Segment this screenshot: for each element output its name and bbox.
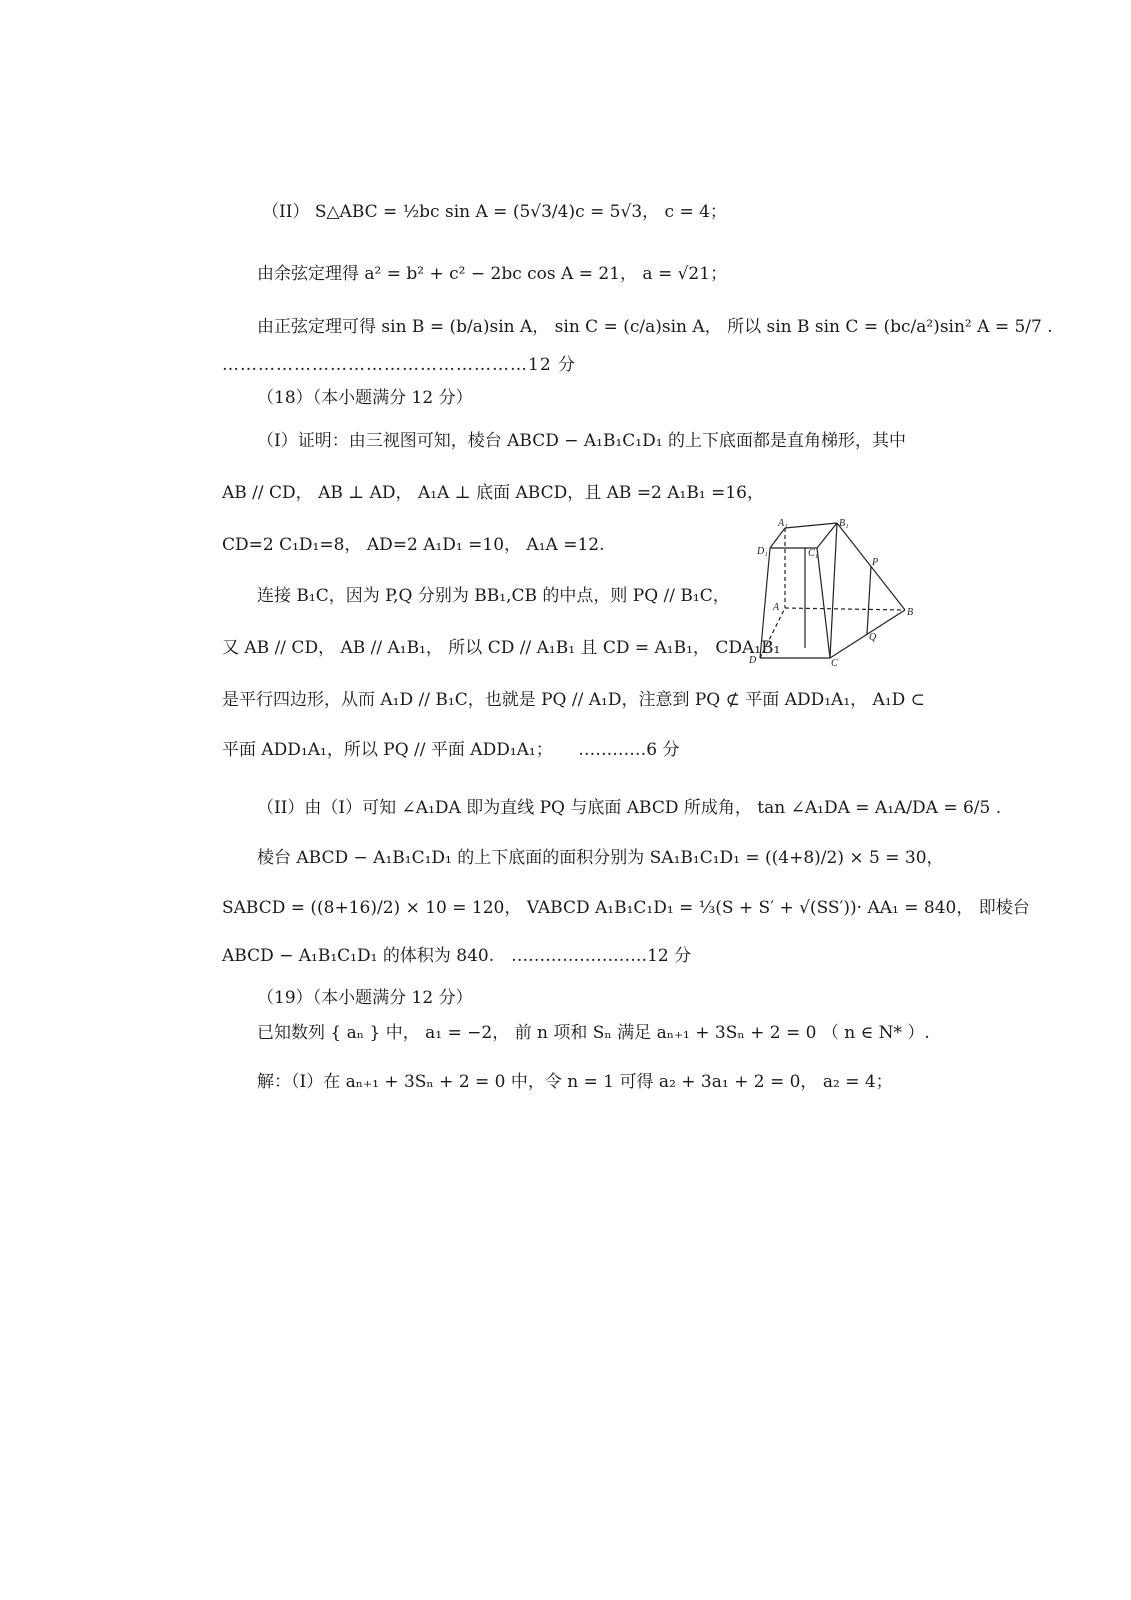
label-d: D	[749, 655, 757, 666]
text-line-cosine-law: 由余弦定理得 a² = b² + c² − 2bc cos A = 21， a = √21；	[257, 264, 728, 284]
text-line-part2-area: （II） S△ABC = ½bc sin A = (5√3/4)c = 5√3， c = 4；	[262, 202, 727, 222]
label-p: P	[872, 557, 879, 568]
text-line-plane-conclusion: 平面 ADD₁A₁，所以 PQ // 平面 ADD₁A₁； …………6 分	[222, 740, 680, 760]
text-line-connect-b1c: 连接 B₁C，因为 P,Q 分别为 BB₁,CB 的中点，则 PQ // B₁C，	[257, 586, 730, 606]
text-line-parallelogram: 是平行四边形，从而 A₁D // B₁C，也就是 PQ // A₁D，注意到 PQ ⊄ 平面 ADD₁A₁， A₁D ⊂	[222, 690, 925, 710]
label-a1: A₁	[778, 518, 788, 529]
label-b1: B₁	[839, 518, 849, 529]
text-line-angle-tan: （II）由（I）可知 ∠A₁DA 即为直线 PQ 与底面 ABCD 所成角， tan ∠A₁DA = A₁A/DA = 6/5 .	[257, 798, 1002, 818]
label-a: A	[773, 602, 780, 613]
label-b: B	[907, 607, 914, 618]
text-line-conditions-2: CD=2 C₁D₁=8， AD=2 A₁D₁ =10， A₁A =12.	[222, 535, 605, 555]
text-line-parallel: 又 AB // CD， AB // A₁B₁， 所以 CD // A₁B₁ 且 CD = A₁B₁， CDA₁B₁	[222, 638, 781, 658]
score-marker-12: ……………………………………………12 分	[222, 355, 577, 375]
label-q: Q	[869, 632, 877, 643]
problem-19-heading: （19）（本小题满分 12 分）	[257, 988, 473, 1008]
frustum-figure	[745, 518, 925, 668]
text-line-volume-result: ABCD − A₁B₁C₁D₁ 的体积为 840. ……………………12 分	[222, 946, 692, 966]
text-line-upper-area: 棱台 ABCD − A₁B₁C₁D₁ 的上下底面的面积分别为 SA₁B₁C₁D₁ = ((4+8)/2) × 5 = 30，	[257, 848, 944, 868]
label-c: C	[831, 658, 838, 668]
label-c1: C₁	[808, 548, 819, 559]
text-line-solution-start: 解：（I）在 aₙ₊₁ + 3Sₙ + 2 = 0 中，令 n = 1 可得 a₂ + 3a₁ + 2 = 0， a₂ = 4；	[257, 1072, 893, 1092]
text-line-sequence-def: 已知数列 { aₙ } 中， a₁ = −2， 前 n 项和 Sₙ 满足 aₙ₊₁ + 3Sₙ + 2 = 0 （ n ∈ N* ）.	[257, 1023, 930, 1043]
problem-18-heading: （18）（本小题满分 12 分）	[257, 388, 473, 408]
text-line-proof-intro: （I）证明：由三视图可知，棱台 ABCD − A₁B₁C₁D₁ 的上下底面都是直角梯形，其中	[257, 431, 906, 451]
text-line-sine-law: 由正弦定理可得 sin B = (b/a)sin A， sin C = (c/a)sin A， 所以 sin B sin C = (bc/a²)sin² A = 5/7 .	[257, 317, 1053, 337]
label-d1: D₁	[757, 546, 768, 557]
text-line-lower-area-volume: SABCD = ((8+16)/2) × 10 = 120， VABCD A₁B₁C₁D₁ = ⅓(S + S′ + √(SS′))· AA₁ = 840， 即棱台	[222, 898, 1030, 918]
text-line-conditions-1: AB // CD， AB ⊥ AD， A₁A ⊥ 底面 ABCD，且 AB =2 A₁B₁ =16，	[222, 483, 764, 503]
